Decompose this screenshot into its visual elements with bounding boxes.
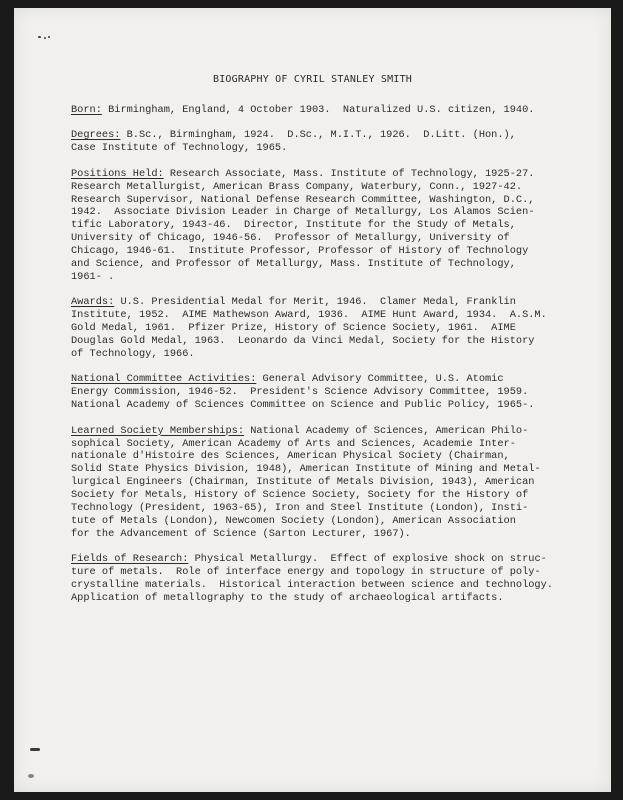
text-line <box>71 528 591 541</box>
section-heading: Degrees: <box>71 129 121 142</box>
line-text: tific Laboratory, 1943-46. Director, Institute for the Study of Metals, <box>71 219 516 232</box>
document-title: BIOGRAPHY OF CYRIL STANLEY SMITH <box>212 74 413 85</box>
text-line <box>71 104 591 117</box>
text-line <box>71 335 591 348</box>
line-text: ture of metals. Role of interface energy and topology in structure of poly- <box>71 566 541 579</box>
text-line <box>71 450 591 463</box>
line-text: Case Institute of Technology, 1965. <box>71 142 288 155</box>
section-heading: Awards: <box>71 296 115 309</box>
text-line <box>71 258 591 271</box>
speck-mark <box>44 37 46 39</box>
line-text: Solid State Physics Division, 1948), American Institute of Mining and Metal- <box>71 463 541 476</box>
text-line <box>71 566 591 579</box>
speck-mark <box>30 748 40 751</box>
line-text: Chicago, 1946-61. Institute Professor, Professor of History of Technology <box>71 245 529 258</box>
text-line <box>71 463 591 476</box>
text-line <box>71 322 591 335</box>
text-line <box>71 592 591 605</box>
line-text: Physical Metallurgy. Effect of explosive shock on struc- <box>188 553 547 566</box>
speck-mark <box>48 36 50 38</box>
section-learned-society-memberships <box>71 425 591 541</box>
line-text: for the Advancement of Science (Sarton Lecturer, 1967). <box>71 527 411 540</box>
section-awards <box>71 296 591 361</box>
line-text: and Science, and Professor of Metallurgy, Mass. Institute of Technology, <box>71 258 516 271</box>
line-text: Energy Commission, 1946-52. President's Science Advisory Committee, 1959. <box>71 386 529 399</box>
text-line <box>71 206 591 219</box>
line-text: Society for Metals, History of Science Society, Society for the History of <box>71 489 529 502</box>
section-heading: Born: <box>71 104 102 116</box>
text-line <box>71 502 591 515</box>
line-text: Gold Medal, 1961. Pfizer Prize, History of Science Society, 1961. AIME <box>71 322 516 335</box>
line-text: Douglas Gold Medal, 1963. Leonardo da Vinci Medal, Society for the History <box>71 335 535 348</box>
text-line <box>71 425 591 438</box>
text-line <box>71 348 591 361</box>
line-text: Application of metallography to the study of archaeological artifacts. <box>71 592 504 604</box>
line-text: nationale d'Histoire des Sciences, American Physical Society (Chairman, <box>71 450 510 463</box>
line-text: Research Supervisor, National Defense Research Committee, Washington, D.C., <box>71 193 535 206</box>
line-text: Research Associate, Mass. Institute of Technology, 1925-27. <box>163 167 535 180</box>
text-line <box>71 438 591 451</box>
section-positions-held <box>71 168 591 284</box>
section-heading: Learned Society Memberships: <box>71 424 245 437</box>
line-text: Institute, 1952. AIME Mathewson Award, 1936. AIME Hunt Award, 1934. A.S.M. <box>71 309 547 322</box>
text-line <box>71 476 591 489</box>
line-text: Birmingham, England, 4 October 1903. Naturalized U.S. citizen, 1940. <box>101 104 535 116</box>
text-line <box>71 296 591 309</box>
text-line <box>71 309 591 322</box>
line-text: University of Chicago, 1946-56. Professor of Metallurgy, University of <box>71 232 510 245</box>
line-text: U.S. Presidential Medal for Merit, 1946. Clamer Medal, Franklin <box>114 296 516 309</box>
section-heading: National Committee Activities: <box>71 373 257 386</box>
line-text: sophical Society, American Academy of Arts and Sciences, Academie Inter- <box>71 437 516 450</box>
speck-mark <box>28 774 34 778</box>
section-fields-of-research <box>71 553 591 605</box>
section-national-committee-activities <box>71 373 591 412</box>
text-line <box>71 399 591 412</box>
line-text: tute of Metals (London), Newcomen Society (London), American Association <box>71 514 516 527</box>
line-text: Technology (President, 1963-65), Iron and Steel Institute (London), Insti- <box>71 502 529 515</box>
speck-mark <box>38 36 41 38</box>
text-line <box>71 129 591 142</box>
line-text: 1961- . <box>71 270 115 283</box>
line-text: B.Sc., Birmingham, 1924. D.Sc., M.I.T., 1926. D.Litt. (Hon.), <box>120 129 516 142</box>
section-heading: Positions Held: <box>71 167 164 180</box>
line-text: of Technology, 1966. <box>71 348 195 360</box>
text-line <box>71 168 591 181</box>
text-line <box>71 232 591 245</box>
line-text: 1942. Associate Division Leader in Charge of Metallurgy, Los Alamos Scien- <box>71 206 535 219</box>
line-text: Research Metallurgist, American Brass Company, Waterbury, Conn., 1927-42. <box>71 180 523 193</box>
text-line <box>71 579 591 592</box>
text-line <box>71 181 591 194</box>
text-line <box>71 553 591 566</box>
line-text: crystalline materials. Historical interaction between science and technology. <box>71 579 553 592</box>
document-body <box>71 104 591 617</box>
text-line <box>71 489 591 502</box>
text-line <box>71 142 591 155</box>
text-line <box>71 194 591 207</box>
line-text: General Advisory Committee, U.S. Atomic <box>256 373 504 386</box>
document-page <box>14 8 611 792</box>
text-line <box>71 515 591 528</box>
text-line <box>71 271 591 284</box>
text-line <box>71 386 591 399</box>
line-text: lurgical Engineers (Chairman, Institute of Metals Division, 1943), American <box>71 476 535 489</box>
section-heading: Fields of Research: <box>71 553 189 566</box>
text-line <box>71 245 591 258</box>
section-degrees <box>71 129 591 155</box>
text-line <box>71 373 591 386</box>
text-line <box>71 219 591 232</box>
section-born <box>71 104 591 117</box>
line-text: National Academy of Sciences Committee on Science and Public Policy, 1965-. <box>71 399 535 412</box>
line-text: National Academy of Sciences, American Philo- <box>244 424 529 437</box>
